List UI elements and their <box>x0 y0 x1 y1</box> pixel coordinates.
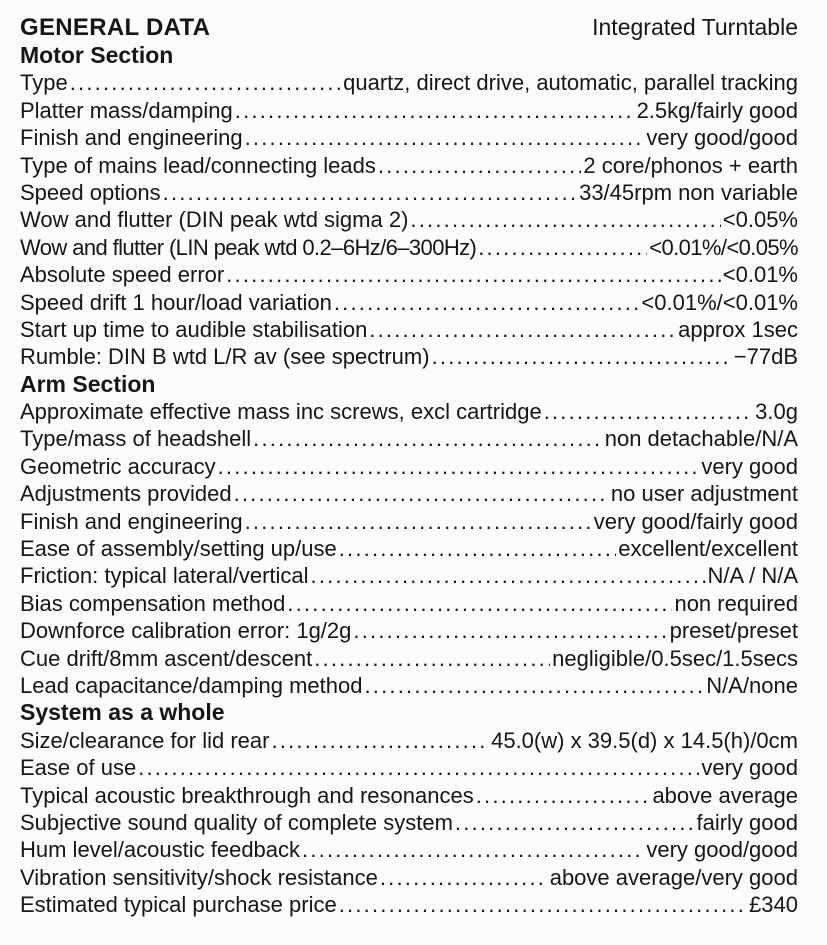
spec-value: very good/good <box>646 837 798 863</box>
spec-label: Bias compensation method <box>20 590 286 616</box>
spec-label: Size/clearance for lid rear <box>20 727 270 753</box>
dot-leader <box>163 179 577 206</box>
spec-row <box>20 864 798 891</box>
spec-row <box>20 316 798 343</box>
dot-leader <box>334 289 640 316</box>
spec-row <box>20 69 798 96</box>
spec-value: 33/45rpm non variable <box>579 179 798 205</box>
spec-label: Cue drift/8mm ascent/descent <box>20 645 313 671</box>
spec-label: Geometric accuracy <box>20 453 216 479</box>
spec-value: <0.01%/<0.05% <box>649 234 798 260</box>
spec-label: Absolute speed error <box>20 262 225 288</box>
dot-leader <box>235 97 635 124</box>
spec-row <box>20 535 798 562</box>
dot-leader <box>253 425 603 452</box>
spec-value: above average/very good <box>549 864 798 890</box>
spec-row <box>20 343 798 370</box>
spec-label: Finish and engineering <box>20 508 243 534</box>
spec-label: Wow and flutter (LIN peak wtd 0.2–6Hz/6–300Hz) <box>20 234 477 260</box>
spec-label: Vibration sensitivity/shock resistance <box>20 864 378 890</box>
section-heading: System as a whole <box>20 699 225 726</box>
spec-label: Type of mains lead/connecting leads <box>20 152 376 178</box>
spec-label: Finish and engineering <box>20 125 243 151</box>
spec-label: Approximate effective mass inc screws, excl cartridge <box>20 399 542 425</box>
spec-row <box>20 261 798 288</box>
spec-label: Adjustments provided <box>20 481 232 507</box>
spec-row <box>20 425 798 452</box>
spec-label: Hum level/acoustic feedback <box>20 837 301 863</box>
dot-leader <box>410 206 720 233</box>
spec-row <box>20 727 798 754</box>
spec-row <box>20 672 798 699</box>
page-title: GENERAL DATA <box>20 14 211 41</box>
dot-leader <box>378 152 581 179</box>
dot-leader <box>302 836 644 863</box>
dot-leader <box>245 124 645 151</box>
spec-value: above average <box>652 782 798 808</box>
spec-value: 45.0(w) x 39.5(d) x 14.5(h)/0cm <box>491 727 798 753</box>
spec-label: Subjective sound quality of complete system <box>20 809 453 835</box>
spec-value: very good/fairly good <box>593 508 798 534</box>
spec-row <box>20 562 798 589</box>
dot-leader <box>432 343 732 370</box>
spec-value: <0.01%/<0.01% <box>641 289 798 315</box>
spec-row <box>20 645 798 672</box>
spec-value: N/A/none <box>706 672 798 698</box>
spec-content <box>20 12 798 919</box>
dot-leader <box>314 645 550 672</box>
spec-row <box>20 836 798 863</box>
spec-value: <0.05% <box>722 207 798 233</box>
spec-row <box>20 617 798 644</box>
dot-leader <box>455 809 695 836</box>
spec-value: non required <box>674 590 798 616</box>
spec-row <box>20 480 798 507</box>
spec-value: non detachable/N/A <box>604 426 798 452</box>
page-subtitle: Integrated Turntable <box>592 14 798 40</box>
spec-label: Ease of use <box>20 755 137 781</box>
dot-leader <box>138 754 699 781</box>
dot-leader <box>380 864 548 891</box>
spec-value: negligible/0.5sec/1.5secs <box>552 645 798 671</box>
dot-leader <box>476 782 651 809</box>
spec-label: Wow and flutter (DIN peak wtd sigma 2) <box>20 207 409 233</box>
dot-leader <box>364 672 704 699</box>
dot-leader <box>311 562 706 589</box>
spec-row <box>20 179 798 206</box>
spec-row <box>20 124 798 151</box>
spec-value: 2.5kg/fairly good <box>636 97 798 123</box>
section-heading: Motor Section <box>20 42 174 68</box>
spec-label: Speed drift 1 hour/load variation <box>20 289 332 315</box>
spec-value: preset/preset <box>669 618 798 644</box>
spec-value: −77dB <box>733 344 798 370</box>
spec-value: £340 <box>749 892 798 918</box>
spec-label: Downforce calibration error: 1g/2g <box>20 618 352 644</box>
dot-leader <box>271 727 489 754</box>
title-row <box>20 12 798 42</box>
spec-value: <0.01% <box>722 262 798 288</box>
spec-row <box>20 891 798 918</box>
spec-row <box>20 152 798 179</box>
dot-leader <box>353 617 667 644</box>
dot-leader <box>478 234 647 261</box>
spec-row <box>20 206 798 233</box>
dot-leader <box>544 398 753 425</box>
section-heading: Arm Section <box>20 370 156 397</box>
spec-value: very good <box>701 755 798 781</box>
spec-value: very good <box>701 453 798 479</box>
dot-leader <box>339 891 747 918</box>
dot-leader <box>369 316 676 343</box>
spec-row <box>20 590 798 617</box>
spec-label: Typical acoustic breakthrough and resonances <box>20 782 474 808</box>
dot-leader <box>234 480 609 507</box>
dot-leader <box>287 590 672 617</box>
dot-leader <box>245 508 592 535</box>
spec-value: no user adjustment <box>610 481 798 507</box>
spec-value: 2 core/phonos + earth <box>583 152 798 178</box>
spec-label: Friction: typical lateral/vertical <box>20 563 309 589</box>
spec-value: excellent/excellent <box>618 536 798 562</box>
spec-label: Type/mass of headshell <box>20 426 252 452</box>
spec-value: fairly good <box>696 809 798 835</box>
spec-label: Platter mass/damping <box>20 97 233 123</box>
spec-row <box>20 782 798 809</box>
spec-value: 3.0g <box>755 399 798 425</box>
spec-row <box>20 97 798 124</box>
dot-leader <box>226 261 721 288</box>
spec-row <box>20 398 798 425</box>
spec-row <box>20 289 798 316</box>
spec-label: Rumble: DIN B wtd L/R av (see spectrum) <box>20 344 430 370</box>
spec-row <box>20 754 798 781</box>
spec-sections <box>20 42 798 919</box>
spec-label: Type <box>20 70 68 96</box>
spec-value: quartz, direct drive, automatic, parallel tracking <box>343 70 798 96</box>
spec-value: very good/good <box>646 125 798 151</box>
spec-value: N/A / N/A <box>707 563 798 589</box>
spec-row <box>20 508 798 535</box>
spec-label: Start up time to audible stabilisation <box>20 316 368 342</box>
dot-leader <box>218 453 700 480</box>
spec-label: Estimated typical purchase price <box>20 892 337 918</box>
spec-row <box>20 453 798 480</box>
spec-row <box>20 809 798 836</box>
dot-leader <box>70 69 341 96</box>
dot-leader <box>339 535 616 562</box>
spec-label: Speed options <box>20 179 161 205</box>
spec-label: Lead capacitance/damping method <box>20 672 363 698</box>
spec-label: Ease of assembly/setting up/use <box>20 536 337 562</box>
spec-value: approx 1sec <box>678 316 798 342</box>
spec-row <box>20 234 798 261</box>
